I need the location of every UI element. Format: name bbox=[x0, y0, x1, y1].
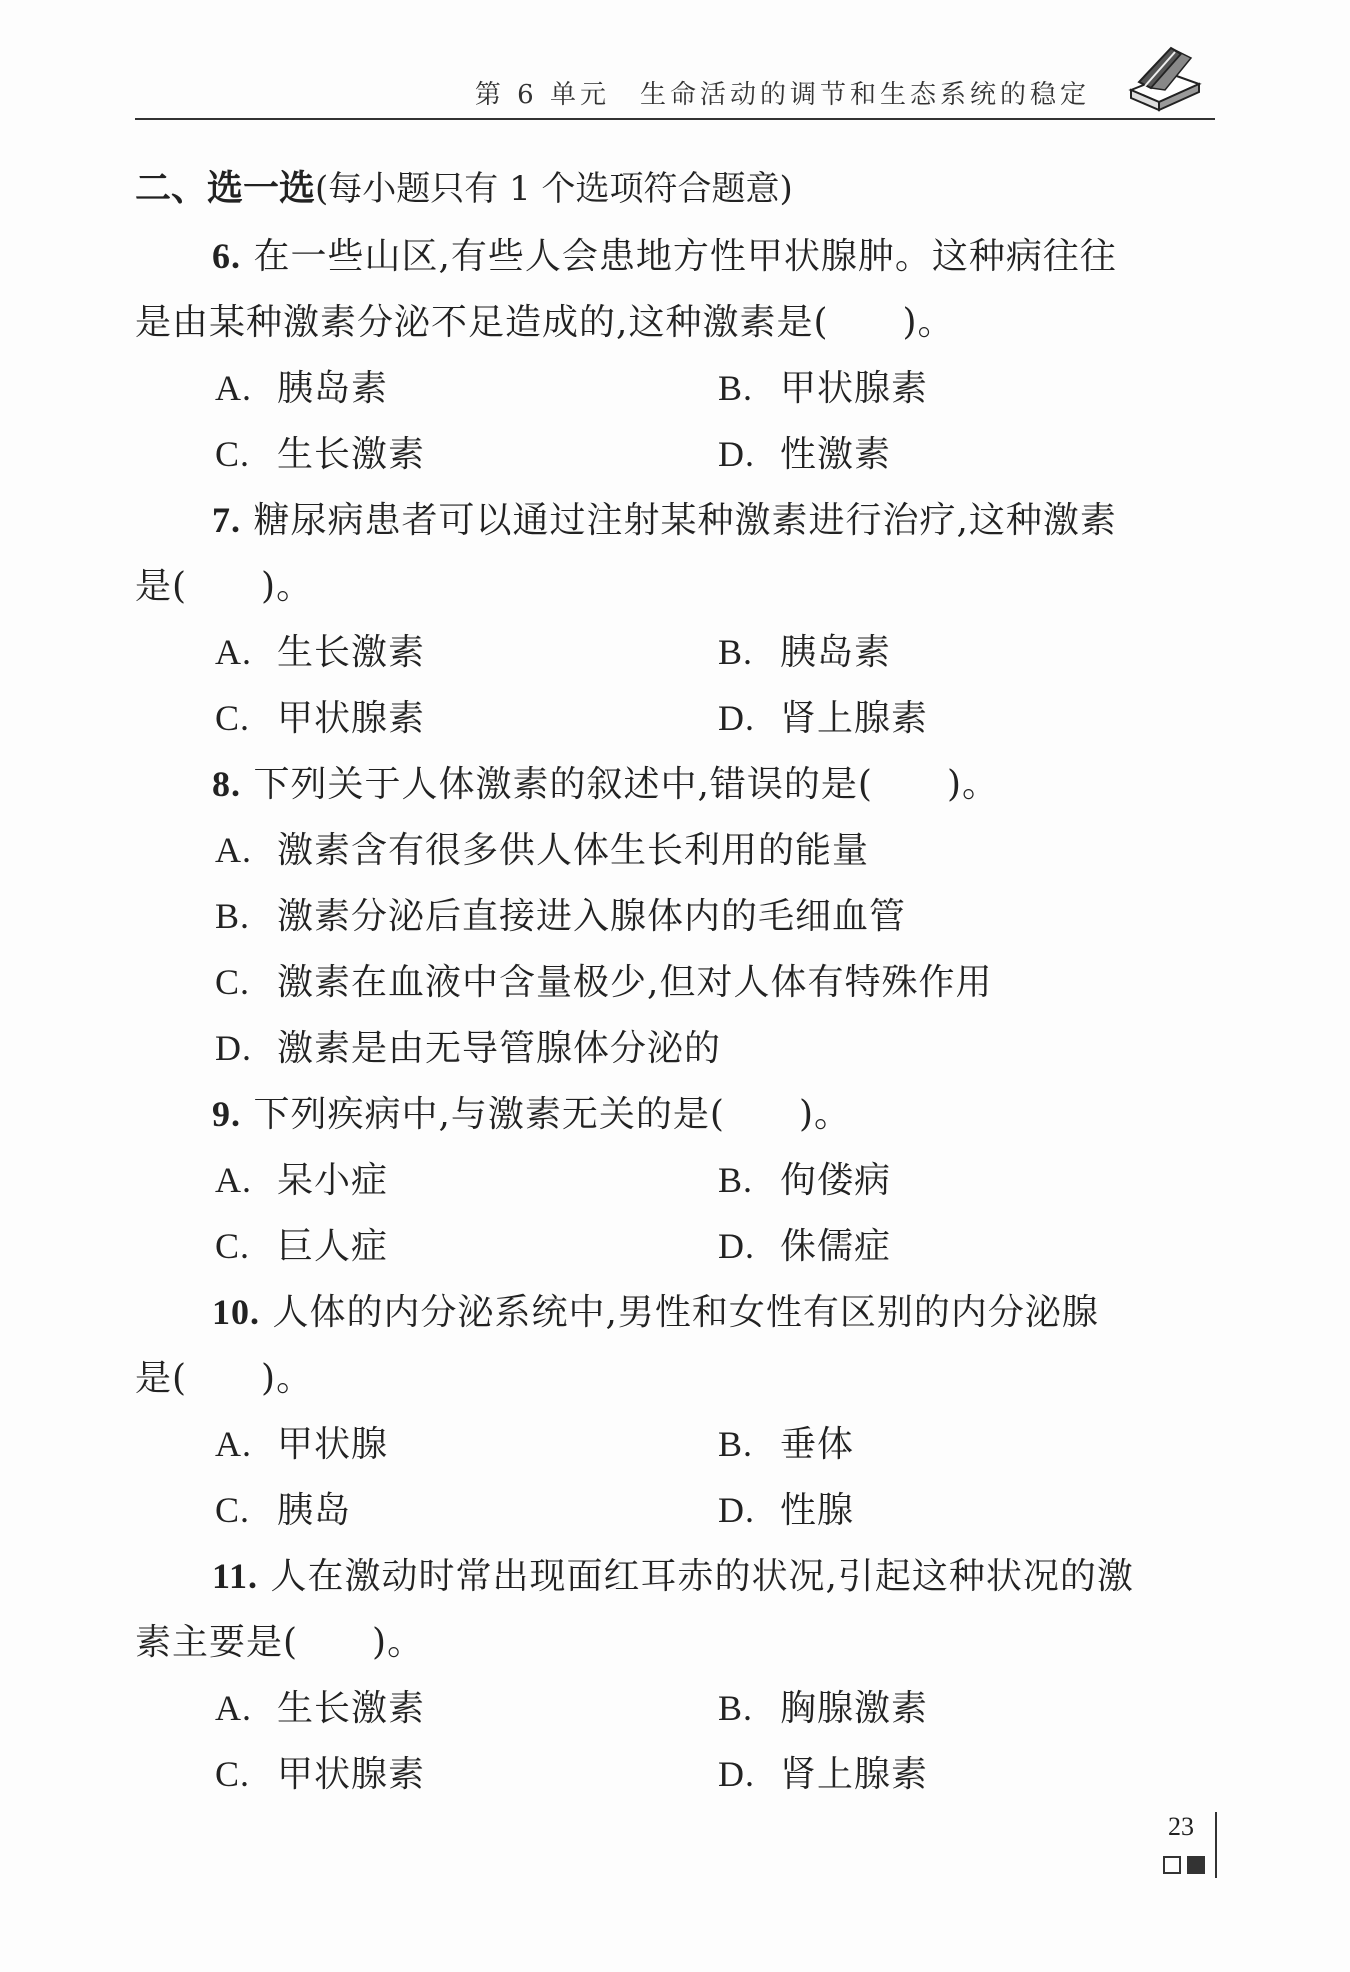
option-a[interactable] bbox=[215, 360, 388, 411]
running-header bbox=[135, 60, 1215, 120]
question-number: 7. bbox=[212, 500, 241, 540]
question-number: 9. bbox=[212, 1094, 241, 1134]
option-text: 性激素 bbox=[780, 434, 892, 475]
option-text: 甲状腺素 bbox=[780, 368, 929, 409]
option-d[interactable] bbox=[718, 690, 928, 741]
question-text: 人在激动时常出现面红耳赤的状况,引起这种状况的激 bbox=[270, 1556, 1134, 1597]
option-letter: A. bbox=[215, 632, 252, 672]
option-a[interactable] bbox=[215, 1416, 388, 1467]
section-note: (每小题只有 1 个选项符合题意) bbox=[315, 169, 793, 209]
section-title bbox=[135, 160, 793, 211]
option-b[interactable] bbox=[718, 1152, 891, 1203]
option-b[interactable] bbox=[718, 624, 891, 675]
option-letter: A. bbox=[215, 1424, 252, 1464]
question-text: 下列关于人体激素的叙述中,错误的是( )。 bbox=[253, 764, 999, 805]
option-text: 生长激素 bbox=[277, 434, 426, 475]
question-number: 10. bbox=[212, 1292, 260, 1332]
question-number: 8. bbox=[212, 764, 241, 804]
option-letter: D. bbox=[718, 1490, 755, 1530]
option-a[interactable] bbox=[215, 624, 425, 675]
option-a[interactable] bbox=[215, 1152, 388, 1203]
page-number-rule bbox=[1215, 1812, 1217, 1878]
option-b[interactable] bbox=[718, 360, 928, 411]
option-text: 激素分泌后直接进入腺体内的毛细血管 bbox=[277, 896, 907, 937]
option-c[interactable] bbox=[215, 954, 992, 1005]
book-icon bbox=[1125, 38, 1205, 118]
empty-square-icon bbox=[1163, 1856, 1181, 1874]
option-text: 性腺 bbox=[780, 1490, 855, 1531]
option-c[interactable] bbox=[215, 426, 425, 477]
option-c[interactable] bbox=[215, 1218, 388, 1269]
question-number: 11. bbox=[212, 1556, 259, 1596]
page-number: 23 bbox=[1168, 1812, 1194, 1841]
option-letter: B. bbox=[718, 1160, 754, 1200]
option-letter: C. bbox=[215, 698, 251, 738]
option-letter: D. bbox=[718, 1226, 755, 1266]
option-letter: D. bbox=[215, 1028, 252, 1068]
option-text: 甲状腺素 bbox=[277, 698, 426, 739]
question-text: 下列疾病中,与激素无关的是( )。 bbox=[253, 1094, 851, 1135]
option-d[interactable] bbox=[215, 1020, 721, 1071]
question-text: 在一些山区,有些人会患地方性甲状腺肿。这种病往往 bbox=[253, 236, 1117, 277]
option-a[interactable] bbox=[215, 1680, 425, 1731]
option-c[interactable] bbox=[215, 1482, 351, 1533]
option-text: 生长激素 bbox=[277, 632, 426, 673]
question-text: 人体的内分泌系统中,男性和女性有区别的内分泌腺 bbox=[272, 1292, 1099, 1333]
question-7-line-2: 是( )。 bbox=[135, 566, 314, 607]
question-9-line-1 bbox=[212, 1086, 851, 1137]
option-text: 胰岛素 bbox=[277, 368, 389, 409]
question-7-line-1 bbox=[212, 492, 1117, 543]
option-letter: B. bbox=[718, 1424, 754, 1464]
filled-square-icon bbox=[1187, 1856, 1205, 1874]
header-title: 第 6 单元 生命活动的调节和生态系统的稳定 bbox=[474, 80, 1090, 110]
section-heading: 二、选一选 bbox=[135, 168, 316, 209]
option-text: 激素在血液中含量极少,但对人体有特殊作用 bbox=[277, 962, 993, 1003]
option-letter: A. bbox=[215, 830, 252, 870]
option-text: 激素含有很多供人体生长利用的能量 bbox=[277, 830, 870, 871]
option-text: 呆小症 bbox=[277, 1160, 389, 1201]
option-letter: D. bbox=[718, 1754, 755, 1794]
question-10-line-1 bbox=[212, 1284, 1099, 1335]
option-letter: C. bbox=[215, 962, 251, 1002]
option-c[interactable] bbox=[215, 690, 425, 741]
option-text: 胰岛 bbox=[277, 1490, 352, 1531]
question-text: 糖尿病患者可以通过注射某种激素进行治疗,这种激素 bbox=[253, 500, 1117, 541]
option-letter: C. bbox=[215, 1226, 251, 1266]
option-letter: A. bbox=[215, 1160, 252, 1200]
option-text: 甲状腺 bbox=[277, 1424, 389, 1465]
option-a[interactable] bbox=[215, 822, 869, 873]
question-number: 6. bbox=[212, 236, 241, 276]
option-text: 巨人症 bbox=[277, 1226, 389, 1267]
option-text: 胸腺激素 bbox=[780, 1688, 929, 1729]
option-d[interactable] bbox=[718, 1218, 891, 1269]
option-b[interactable] bbox=[718, 1416, 854, 1467]
option-b[interactable] bbox=[718, 1680, 928, 1731]
question-6-line-1 bbox=[212, 228, 1117, 279]
option-letter: B. bbox=[718, 368, 754, 408]
option-letter: B. bbox=[718, 1688, 754, 1728]
question-6-line-2: 是由某种激素分泌不足造成的,这种激素是( )。 bbox=[135, 302, 955, 343]
option-text: 胰岛素 bbox=[780, 632, 892, 673]
option-b[interactable] bbox=[215, 888, 906, 939]
option-letter: C. bbox=[215, 1490, 251, 1530]
question-10-line-2: 是( )。 bbox=[135, 1358, 314, 1399]
question-11-line-2: 素主要是( )。 bbox=[135, 1622, 425, 1663]
option-text: 垂体 bbox=[780, 1424, 855, 1465]
option-d[interactable] bbox=[718, 1746, 928, 1797]
option-text: 肾上腺素 bbox=[780, 1754, 929, 1795]
option-letter: D. bbox=[718, 698, 755, 738]
option-letter: B. bbox=[718, 632, 754, 672]
option-letter: B. bbox=[215, 896, 251, 936]
option-text: 佝偻病 bbox=[780, 1160, 892, 1201]
option-letter: A. bbox=[215, 368, 252, 408]
option-letter: C. bbox=[215, 434, 251, 474]
question-11-line-1 bbox=[212, 1548, 1134, 1599]
option-d[interactable] bbox=[718, 1482, 854, 1533]
question-8-line-1 bbox=[212, 756, 999, 807]
option-text: 甲状腺素 bbox=[277, 1754, 426, 1795]
option-text: 侏儒症 bbox=[780, 1226, 892, 1267]
option-c[interactable] bbox=[215, 1746, 425, 1797]
option-d[interactable] bbox=[718, 426, 891, 477]
option-text: 生长激素 bbox=[277, 1688, 426, 1729]
option-letter: D. bbox=[718, 434, 755, 474]
option-letter: C. bbox=[215, 1754, 251, 1794]
option-text: 肾上腺素 bbox=[780, 698, 929, 739]
option-text: 激素是由无导管腺体分泌的 bbox=[277, 1028, 722, 1069]
option-letter: A. bbox=[215, 1688, 252, 1728]
